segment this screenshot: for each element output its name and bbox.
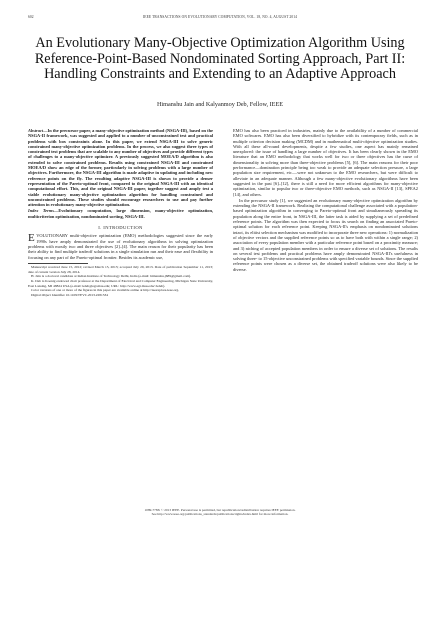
- copyright-notice: [100, 508, 340, 516]
- footnote-color-versions: Color versions of one or more of the figures in this paper are available online at http://ieeexplore.ieee.org.: [31, 288, 180, 293]
- index-terms-text: —Evolutionary computation, large dimension, many-objective optimization, multicriterion optimization, nondominated sorting, NSGA-III.: [28, 208, 213, 219]
- footnote-doi: Digital Object Identifier 10.1109/TEVC.2013.2281534: [31, 293, 109, 298]
- intro-paragraph: [28, 233, 213, 259]
- abstract: [28, 128, 213, 207]
- index-terms-label: Index Terms: [28, 208, 54, 214]
- right-column: [233, 128, 418, 273]
- abstract-text: —In the precursor paper, a many-objective optimization method (NSGA-III), based on the NSGA-II framework, was suggested and applied to a number of unconstrained test and practical problems with box constraints alone. In this paper, we extend NSGA-III to solve generic constrained many-objective optimization problems. In the process, we also suggest three types of constrained test problems that are scalable to any number of objectives and provide different types of challenges to a many-objective optimizer. A previously suggested MOEA/D algorithm is also extended to solve constrained problems. Results using constrained NSGA-III and constrained MOEA/D show an edge of the former, particularly in solving problems with a large number of objectives. Furthermore, the NSGA-III algorithm is made adaptive in updating and including new reference points on the fly. The resulting adaptive NSGA-III is shown to provide a denser representation of the Pareto-optimal front, compared to the original NSGA-III with an identical computational effort. This, and the original NSGA-III paper, together suggest and amply test a viable evolutionary many-objective optimization algorithm for handling constrained and unconstrained problems. These studies should encourage researchers to use and pay further attention in evolutionary many-objective optimization.: [28, 128, 213, 208]
- left-column: [28, 128, 213, 298]
- paper-authors: Himanshu Jain and Kalyanmoy Deb, Fellow, IEEE: [156, 101, 284, 108]
- journal-header: IEEE TRANSACTIONS ON EVOLUTIONARY COMPUTATION, VOL. 18, NO. 4, AUGUST 2014: [142, 15, 298, 19]
- drop-cap-letter: E: [28, 231, 35, 244]
- footnote-rule: [28, 263, 88, 264]
- paper-title: An Evolutionary Many-Objective Optimization Algorithm Using Reference-Point-Based Nondominated Sorting Approach, Part II: Handling Constraints and Extending to an Adaptive Approach: [34, 35, 406, 83]
- running-head: [28, 15, 412, 23]
- index-terms: [28, 208, 213, 219]
- footnote-author-jain: H. Jain is a doctoral candidate at Indian Institute of Technology Delhi, India (e-mail: himanshu.j689@gmail.com).: [31, 274, 192, 279]
- footnote-manuscript: Manuscript received June 15, 2012; revised March 15, 2013; accepted July 29, 2013. Date of publication September 11, 2013; date of current version July 28, 2014.: [28, 265, 213, 274]
- body-paragraph: In the precursor study [1], we suggested an evolutionary many-objective optimization algorithm by extending the NSGA-II framework. Realizing the computational challenge associated with a population-based optimization algorithm in converging to Pareto-optimal front and simultaneously spreading its population along the entire front, in NSGA-III, the latter task is aided by supplying a set of predefined reference points. The algorithm was then expected to focus its search on finding an associated Pareto-optimal solution for each reference point. Keeping NSGA-II's emphasis on nondominated solutions intact, its elitist selection mechanism was modified to incorporate three new operations: 1) normalization of objective vectors and the supplied reference points so as to have both with within a single range; 2) association of every population member with a particular reference point based on a proximity measure; and 3) niching of accepted population members in order to ensure a diverse set of solutions. The results on several test problems and practical problems have amply demonstrated NSGA-III's usefulness in solving three- to 15-objective unconstrained problems with specified variable bounds. Since the supplied reference points were chosen as a diverse set, the obtained tradeoff solutions were also likely to be diverse.: [233, 197, 418, 272]
- abstract-label: Abstract: [28, 128, 44, 133]
- intro-paragraph-text: multi-objective optimization (EMO) methodologies suggested since the early 1990s have amply demonstrated the use of evolutionary algorithms in solving optimization problems with mostly two and three objectives [2]–[4]. The main reason for their popularity has been their ability to find multiple tradeoff solutions in a single simulation run and their ease and flexibility in focusing on any part of the Pareto-optimal frontier. Besides its academic use,: [28, 233, 213, 260]
- page-number: 602: [28, 15, 34, 19]
- body-paragraph: EMO has also been practiced in industries, mainly due to the availability of a number of commercial EMO softwares. EMO has also been diversified to hybridize with its contemporary fields, such as in multiple criterion decision making (MCDM) and in mathematical multi-objective optimization studies. With all these all-round developments, despite a few studies, one aspect has mainly remained unexplored: the issue of handling a large number of objectives. It has been clearly shown in the EMO literature that an EMO methodology that works well for two or three objectives has the curse of dimensionality in solving more than three-objective problems [5], [6]. The main reasons for their poor performance—domination principle being too weak to provide an adequate selection pressure, a large population size requirement, etc.—were not unknown to the EMO researchers, but were difficult to alleviate in an adequate manner. Although a few many-objective evolutionary algorithms have been suggested in the past [6]–[12], there is still a need for more efficient algorithms for many-objective optimization, similar to popular two or three-objective EMO methods, such as NSGA-II [13], SPEA2 [14], and others.: [233, 128, 418, 197]
- footnotes: [28, 265, 213, 297]
- intro-first-word: VOLUTIONARY: [36, 233, 68, 239]
- section-heading-introduction: I. INTRODUCTION: [98, 225, 143, 231]
- copyright-line: 1089-778X © 2013 IEEE. Personal use is permitted, but republication/redistribution requires IEEE permission.: [144, 508, 296, 512]
- rights-url-line: See http://www.ieee.org/publications_standards/publications/rights/index.html for more information.: [151, 512, 289, 517]
- footnote-author-deb: K. Deb is Koenig endowed chair professor at the Department of Electrical and Computer Engineering, Michigan State University, East Lansing, MI 48824 USA (e-mail: kdeb@egr.msu.edu; URL: http://www.egr.msu.edu/~kdeb).: [28, 279, 213, 288]
